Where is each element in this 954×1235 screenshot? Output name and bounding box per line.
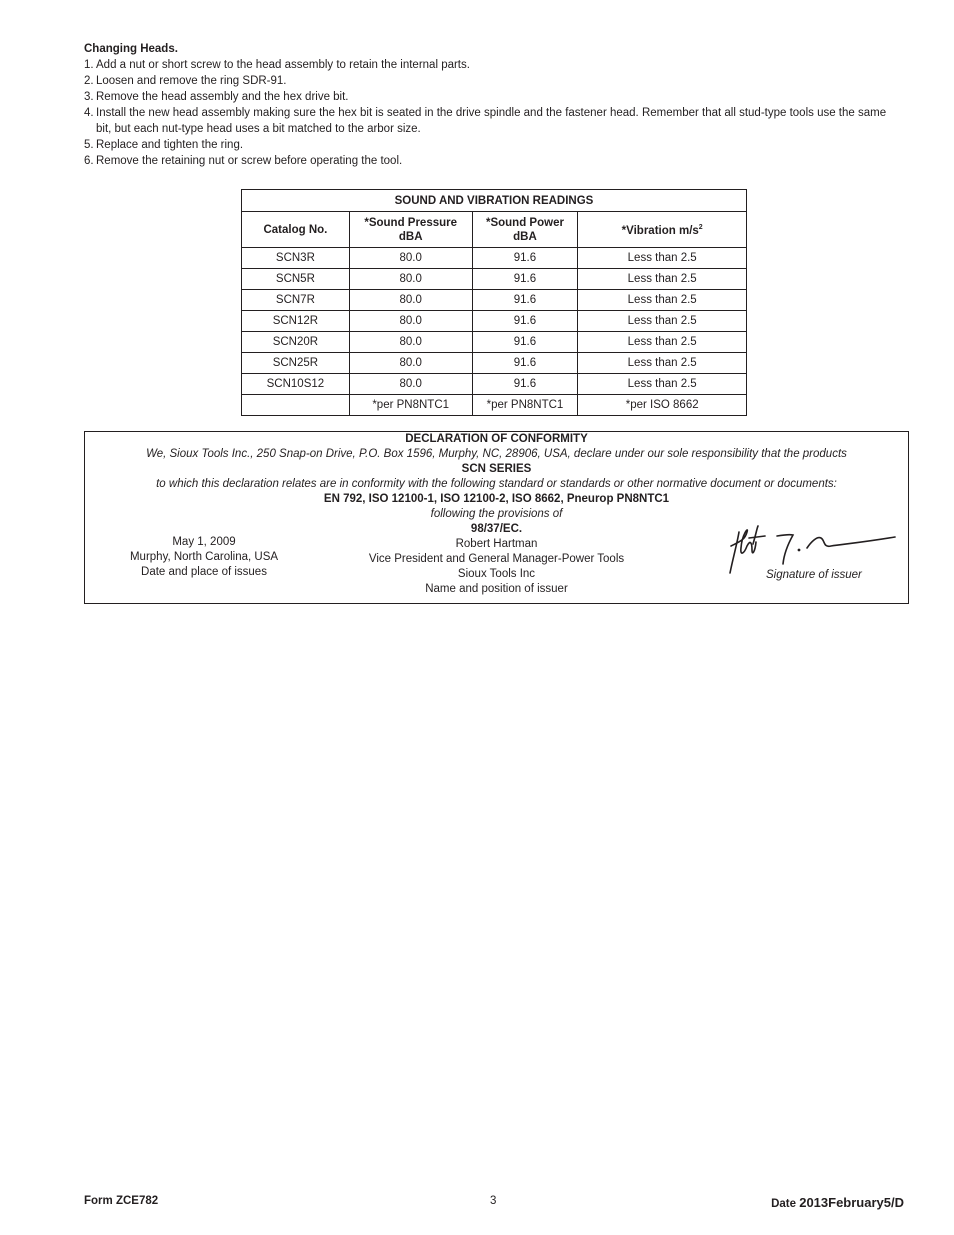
signature-image	[725, 524, 900, 574]
list-item	[84, 137, 904, 153]
vibration-cell: Less than 2.5	[578, 248, 747, 269]
table-row	[242, 290, 747, 311]
catalog-cell: SCN10S12	[242, 374, 350, 395]
column-header-sound-pressure: *Sound Pressure dBA	[349, 212, 472, 248]
sound-pressure-cell: 80.0	[349, 332, 472, 353]
step-number: 2.	[84, 75, 94, 87]
catalog-cell: SCN25R	[242, 353, 350, 374]
sound-power-cell: 91.6	[472, 311, 578, 332]
column-header-catalog: Catalog No.	[242, 212, 350, 248]
step-number: 6.	[84, 155, 94, 167]
vibration-cell: Less than 2.5	[578, 332, 747, 353]
step-number: 3.	[84, 91, 94, 103]
sound-power-cell: 91.6	[472, 248, 578, 269]
sound-pressure-cell: 80.0	[349, 353, 472, 374]
step-text: Replace and tighten the ring.	[96, 139, 244, 151]
list-item	[84, 153, 904, 169]
table-row	[242, 311, 747, 332]
issue-place: Murphy, North Carolina, USA	[129, 551, 279, 563]
list-item	[84, 105, 904, 137]
issuer-name: Robert Hartman	[455, 538, 538, 550]
issue-date: May 1, 2009	[172, 536, 236, 548]
sound-pressure-cell: 80.0	[349, 269, 472, 290]
catalog-cell: SCN7R	[242, 290, 350, 311]
sound-pressure-cell: 80.0	[349, 290, 472, 311]
instructions-list	[84, 57, 904, 169]
step-text: Remove the retaining nut or screw before operating the tool.	[96, 155, 403, 167]
vibration-cell: Less than 2.5	[578, 374, 747, 395]
date-place-block	[109, 535, 299, 580]
issuer-company: Sioux Tools Inc	[457, 568, 536, 580]
form-number: Form ZCE782	[84, 1195, 159, 1207]
footnote-cell	[242, 395, 350, 416]
directive: 98/37/EC.	[470, 523, 523, 535]
table-row	[242, 353, 747, 374]
standards-list: EN 792, ISO 12100-1, ISO 12100-2, ISO 8662, Pneurop PN8NTC1	[323, 493, 670, 505]
sound-pressure-cell: 80.0	[349, 311, 472, 332]
catalog-cell: SCN5R	[242, 269, 350, 290]
sound-pressure-cell: 80.0	[349, 374, 472, 395]
date-label: Date	[771, 1198, 800, 1210]
step-number: 4.	[84, 107, 94, 119]
table-row	[242, 332, 747, 353]
vibration-cell: Less than 2.5	[578, 353, 747, 374]
declaration-title: DECLARATION OF CONFORMITY	[405, 433, 588, 445]
declaration-of-conformity	[84, 431, 909, 604]
date-place-caption: Date and place of issues	[141, 566, 267, 578]
page-number: 3	[490, 1195, 497, 1207]
vibration-cell: Less than 2.5	[578, 290, 747, 311]
column-header-sound-power: *Sound Power dBA	[472, 212, 578, 248]
issuer-title: Vice President and General Manager-Power Tools	[368, 553, 625, 565]
footnote-row	[242, 395, 747, 416]
declaration-statement: We, Sioux Tools Inc., 250 Snap-on Drive, P.O. Box 1596, Murphy, NC, 28906, USA, declare under our sole responsibility that the products	[146, 448, 847, 460]
column-header-vibration: *Vibration $m/s^2$	[578, 212, 747, 248]
footnote-cell: *per PN8NTC1	[472, 395, 578, 416]
table-title: SOUND AND VIBRATION READINGS	[242, 190, 747, 212]
instructions-section	[84, 41, 904, 169]
sound-power-cell: 91.6	[472, 374, 578, 395]
footnote-cell: *per PN8NTC1	[349, 395, 472, 416]
table-row	[242, 248, 747, 269]
step-text: Add a nut or short screw to the head assembly to retain the internal parts.	[96, 59, 470, 71]
table-row	[242, 269, 747, 290]
provisions-intro: following the provisions of	[430, 508, 563, 520]
list-item	[84, 73, 904, 89]
table-row	[242, 374, 747, 395]
product-name: SCN SERIES	[461, 463, 532, 475]
conformity-statement: to which this declaration relates are in conformity with the following standard or standards or other normative document or documents:	[156, 478, 837, 490]
signature-block	[725, 524, 900, 584]
sound-power-cell: 91.6	[472, 269, 578, 290]
vibration-cell: Less than 2.5	[578, 311, 747, 332]
step-number: 5.	[84, 139, 94, 151]
vibration-cell: Less than 2.5	[578, 269, 747, 290]
document-date	[771, 1195, 904, 1210]
catalog-cell: SCN3R	[242, 248, 350, 269]
sound-vibration-table	[241, 189, 747, 416]
sound-power-cell: 91.6	[472, 332, 578, 353]
issuer-caption: Name and position of issuer	[425, 583, 568, 595]
footnote-cell: *per ISO 8662	[578, 395, 747, 416]
date-value: 2013February5/D	[799, 1195, 904, 1210]
catalog-cell: SCN20R	[242, 332, 350, 353]
sound-pressure-cell: 80.0	[349, 248, 472, 269]
instructions-heading: Changing Heads.	[84, 43, 178, 55]
list-item	[84, 57, 904, 73]
sound-power-cell: 91.6	[472, 290, 578, 311]
sound-power-cell: 91.6	[472, 353, 578, 374]
step-number: 1.	[84, 59, 94, 71]
signature-caption: Signature of issuer	[766, 569, 862, 581]
step-text: Loosen and remove the ring SDR-91.	[96, 75, 287, 87]
step-text: Install the new head assembly making sure the hex bit is seated in the drive spindle and the fastener head. Remember that all stud-type tools use the same bit, but each nut-type head uses a bit matched to the arbor size.	[96, 107, 887, 135]
catalog-cell: SCN12R	[242, 311, 350, 332]
list-item	[84, 89, 904, 105]
step-text: Remove the head assembly and the hex drive bit.	[96, 91, 349, 103]
